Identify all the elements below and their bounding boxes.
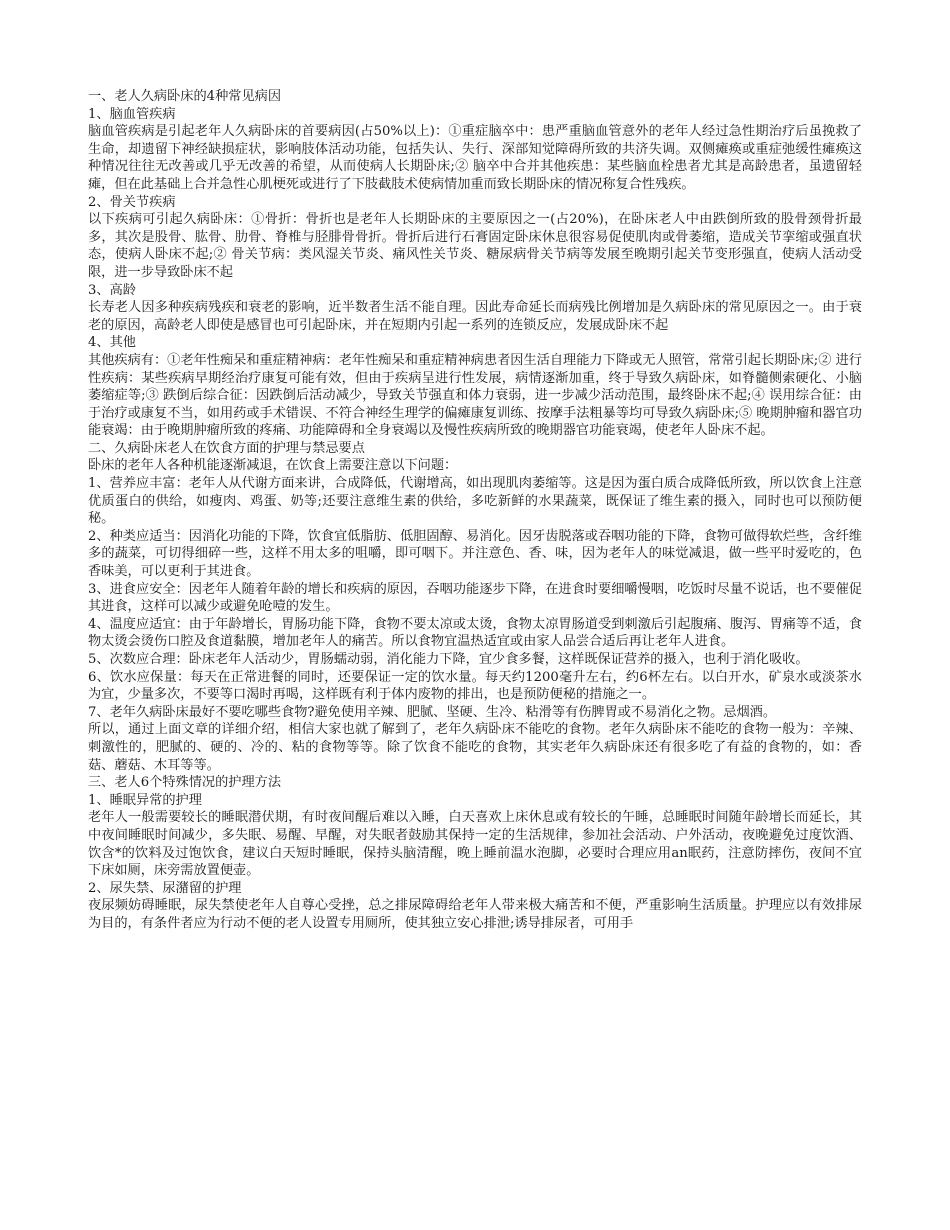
- subsection-heading-cerebrovascular: 1、脑血管疾病: [88, 106, 176, 122]
- paragraph-diet-intro: 卧床的老年人各种机能逐渐减退，在饮食上需要注意以下问题：: [88, 458, 458, 474]
- paragraph-diet-safety: 3、进食应安全：因老年人随着年龄的增长和疾病的原因，吞咽功能逐步下降，在进食时要细嚼慢咽，吃饭时尽量不说话，也不要催促其进食，这样可以减少或避免呛噎的发生。: [88, 581, 862, 615]
- section-heading-3: 三、老人6个特殊情况的护理方法: [88, 775, 282, 791]
- subsection-heading-advanced-age: 3、高龄: [88, 282, 136, 298]
- section-heading-2: 二、久病卧床老人在饮食方面的护理与禁忌要点: [88, 440, 365, 456]
- paragraph-sleep: 老年人一般需要较长的睡眠潜伏期，有时夜间醒后难以入睡，白天喜欢上床休息或有较长的午睡，总睡眠时间随年龄增长而延长，其中夜间睡眠时间减少，多失眠、易醒、早醒，对失眠者鼓励其保持一定的生活规律，参加社会活动、户外活动，夜晚避免过度饮酒、饮含*的饮料及过饱饮食，建议白天短时睡眠，保持头脑清醒，晚上睡前温水泡脚，必要时合理应用an眠药，注意防摔伤，夜间不宜下床如厕，床旁需放置便壶。: [88, 810, 862, 879]
- paragraph-other: 其他疾病有：①老年性痴呆和重症精神病：老年性痴呆和重症精神病患者因生活自理能力下降或无人照管，常常引起长期卧床;② 进行性疾病：某些疾病早期经治疗康复可能有效，但由于疾病呈进行性发展，病情逐渐加重，终于导致久病卧床，如脊髓侧索硬化、小脑萎缩症等;③ 跌倒后综合征：因跌倒后活动减少，导致关节强直和体力衰弱，进一步减少活动范围，最终卧床不起;④ 误用综合征：由于治疗或康复不当，如用药或手术错误、不符合神经生理学的偏瘫康复训练、按摩手法粗暴等均可导致久病卧床;⑤ 晚期肿瘤和器官功能衰竭：由于晚期肿瘤所致的疼痛、功能障碍和全身衰竭以及慢性疾病所致的晚期器官功能衰竭，使老年人卧床不起。: [88, 352, 862, 439]
- paragraph-bone-joint: 以下疾病可引起久病卧床：①骨折：骨折也是老年人长期卧床的主要原因之一(占20%)，在卧床老人中由跌倒所致的股骨颈骨折最多，其次是股骨、肱骨、肋骨、脊椎与胫腓骨骨折。骨折后进行石膏固定卧床休息很容易促使肌肉或骨萎缩，造成关节挛缩或强直状态，使病人卧床不起;② 骨关节病：类风湿关节炎、痛风性关节炎、糖尿病骨关节病等发展至晚期引起关节变形强直，使病人活动受限，进一步导致卧床不起: [88, 212, 862, 280]
- paragraph-urinary: 夜尿频妨碍睡眠，尿失禁使老年人自尊心受挫，总之排尿障碍给老年人带来极大痛苦和不便，严重影响生活质量。护理应以有效排尿为目的，有条件者应为行动不便的老人设置专用厕所，使其独立安心排泄;诱导排尿者，可用手: [88, 898, 862, 931]
- paragraph-diet-summary: 所以，通过上面文章的详细介绍，相信大家也就了解到了，老年久病卧床不能吃的食物。老年久病卧床不能吃的食物一般为：辛辣、刺激性的，肥腻的、硬的、冷的、粘的食物等等。除了饮食不能吃的食物，其实老年久病卧床还有很多吃了有益的食物的，如：香菇、蘑菇、木耳等等。: [88, 722, 862, 773]
- subsection-heading-bone-joint: 2、骨关节疾病: [88, 194, 176, 210]
- paragraph-advanced-age: 长寿老人因多种疾病残疾和衰老的影响，近半数者生活不能自理。因此寿命延长而病残比例增加是久病卧床的常见原因之一。由于衰老的原因，高龄老人即使是感冒也可引起卧床，并在短期内引起一系列的连锁反应，发展成卧床不起: [88, 300, 862, 333]
- paragraph-diet-frequency: 5、次数应合理：卧床老年人活动少，胃肠蠕动弱，消化能力下降，宜少食多餐，这样既保证营养的摄入，也利于消化吸收。: [88, 652, 809, 667]
- paragraph-cerebrovascular: 脑血管疾病是引起老年人久病卧床的首要病因(占50%以上)：①重症脑卒中：患严重脑血管意外的老年人经过急性期治疗后虽挽救了生命，却遗留下神经缺损症状，影响肢体活动功能，包括失认、失行、深部知觉障碍所致的共济失调。双侧瘫痪或重症弛缓性瘫痪这种情况往往无改善或几乎无改善的希望，从而使病人长期卧床;② 脑卒中合并其他疾患：某些脑血栓患者尤其是高龄患者，虽遗留轻瘫，但在此基础上合并急性心肌梗死或进行了下肢截肢术使病情加重而致长期卧床的情况称复合性残疾。: [88, 124, 862, 192]
- paragraph-diet-temperature: 4、温度应适宜：由于年龄增长，胃肠功能下降，食物不要太凉或太烫，食物太凉胃肠道受到刺激后引起腹痛、腹泻、胃痛等不适，食物太烫会烫伤口腔及食道黏膜，增加老年人的痛苦。所以食物宜温热适宜或由家人品尝合适后再让老年人进食。: [88, 616, 862, 650]
- section-heading-1: 一、老人久病卧床的4种常见病因: [88, 89, 282, 104]
- paragraph-diet-nutrition: 1、营养应丰富：老年人从代谢方面来讲，合成降低，代谢增高，如出现肌肉萎缩等。这是因为蛋白质合成降低所致，所以饮食上注意优质蛋白的供给，如瘦肉、鸡蛋、奶等;还要注意维生素的供给，多吃新鲜的水果蔬菜，既保证了维生素的摄入，同时也可以预防便秘。: [88, 476, 862, 527]
- paragraph-diet-avoid: 7、老年久病卧床最好不要吃哪些食物?避免使用辛辣、肥腻、坚硬、生冷、粘滑等有伤脾胃或不易消化之物。忌烟酒。: [88, 704, 777, 720]
- subsection-heading-other: 4、其他: [88, 335, 136, 351]
- subsection-heading-sleep: 1、睡眠异常的护理: [88, 792, 202, 808]
- paragraph-diet-water: 6、饮水应保量：每天在正常进餐的同时，还要保证一定的饮水量。每天约1200毫升左右，约6杯左右。以白开水，矿泉水或淡茶水为宜，少量多次，不要等口渴时再喝，这样既有利于体内废物的排出，也是预防便秘的措施之一。: [88, 669, 862, 703]
- document-page: [88, 88, 862, 933]
- subsection-heading-urinary: 2、尿失禁、尿潴留的护理: [88, 880, 242, 896]
- paragraph-diet-types: 2、种类应适当：因消化功能的下降，饮食宜低脂肪、低胆固醇、易消化。因牙齿脱落或吞咽功能的下降，食物可做得软烂些，含纤维多的蔬菜，可切得细碎一些，这样不用太多的咀嚼，即可咽下。并注意色、香、味，因为老年人的味觉减退，做一些平时爱吃的，色香味美，可以更利于其进食。: [88, 528, 862, 580]
